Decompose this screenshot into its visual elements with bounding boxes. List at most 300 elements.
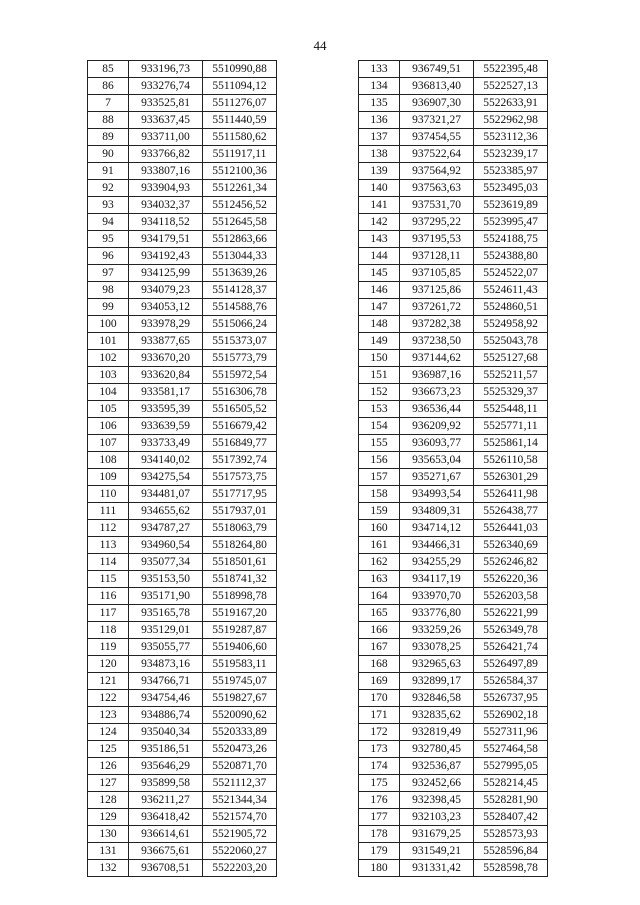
x-coordinate-cell: 933776,80 [400, 605, 474, 622]
table-row [359, 639, 548, 656]
x-coordinate-cell: 932536,87 [400, 758, 474, 775]
x-coordinate-cell: 937531,70 [400, 197, 474, 214]
table-row [359, 78, 548, 95]
y-coordinate-cell: 5525211,57 [474, 367, 548, 384]
y-coordinate-cell: 5515373,07 [203, 333, 277, 350]
table-row [88, 622, 277, 639]
y-coordinate-cell: 5519583,11 [203, 656, 277, 673]
x-coordinate-cell: 932452,66 [400, 775, 474, 792]
x-coordinate-cell: 933904,93 [129, 180, 203, 197]
table-row [88, 486, 277, 503]
point-number-cell: 122 [88, 690, 129, 707]
x-coordinate-cell: 934766,71 [129, 673, 203, 690]
table-row [88, 537, 277, 554]
point-number-cell: 112 [88, 520, 129, 537]
x-coordinate-cell: 937282,38 [400, 316, 474, 333]
x-coordinate-cell: 933637,45 [129, 112, 203, 129]
x-coordinate-cell: 932835,62 [400, 707, 474, 724]
y-coordinate-cell: 5525861,14 [474, 435, 548, 452]
point-number-cell: 103 [88, 367, 129, 384]
x-coordinate-cell: 933525,81 [129, 95, 203, 112]
point-number-cell: 175 [359, 775, 400, 792]
table-row [88, 639, 277, 656]
x-coordinate-cell: 935271,67 [400, 469, 474, 486]
point-number-cell: 109 [88, 469, 129, 486]
x-coordinate-cell: 932398,45 [400, 792, 474, 809]
point-number-cell: 132 [88, 860, 129, 877]
point-number-cell: 107 [88, 435, 129, 452]
x-coordinate-cell: 933581,17 [129, 384, 203, 401]
point-number-cell: 170 [359, 690, 400, 707]
table-row [88, 367, 277, 384]
y-coordinate-cell: 5526340,69 [474, 537, 548, 554]
y-coordinate-cell: 5524188,75 [474, 231, 548, 248]
x-coordinate-cell: 935055,77 [129, 639, 203, 656]
table-row [88, 299, 277, 316]
x-coordinate-cell: 936418,42 [129, 809, 203, 826]
x-coordinate-cell: 936209,92 [400, 418, 474, 435]
y-coordinate-cell: 5515066,24 [203, 316, 277, 333]
y-coordinate-cell: 5524388,80 [474, 248, 548, 265]
point-number-cell: 159 [359, 503, 400, 520]
table-row [359, 384, 548, 401]
x-coordinate-cell: 932819,49 [400, 724, 474, 741]
table-row [359, 401, 548, 418]
x-coordinate-cell: 934032,37 [129, 197, 203, 214]
y-coordinate-cell: 5528596,84 [474, 843, 548, 860]
y-coordinate-cell: 5526441,03 [474, 520, 548, 537]
y-coordinate-cell: 5526902,18 [474, 707, 548, 724]
table-row [359, 452, 548, 469]
x-coordinate-cell: 935165,78 [129, 605, 203, 622]
x-coordinate-cell: 934873,16 [129, 656, 203, 673]
point-number-cell: 134 [359, 78, 400, 95]
table-row [88, 469, 277, 486]
point-number-cell: 142 [359, 214, 400, 231]
x-coordinate-cell: 936708,51 [129, 860, 203, 877]
y-coordinate-cell: 5520090,62 [203, 707, 277, 724]
y-coordinate-cell: 5519827,67 [203, 690, 277, 707]
table-row [359, 180, 548, 197]
table-row [359, 520, 548, 537]
y-coordinate-cell: 5526203,58 [474, 588, 548, 605]
y-coordinate-cell: 5527995,05 [474, 758, 548, 775]
x-coordinate-cell: 936749,51 [400, 61, 474, 78]
point-number-cell: 164 [359, 588, 400, 605]
y-coordinate-cell: 5517717,95 [203, 486, 277, 503]
table-row [88, 265, 277, 282]
point-number-cell: 163 [359, 571, 400, 588]
point-number-cell: 135 [359, 95, 400, 112]
table-row [359, 61, 548, 78]
table-row [88, 78, 277, 95]
point-number-cell: 150 [359, 350, 400, 367]
point-number-cell: 115 [88, 571, 129, 588]
x-coordinate-cell: 931679,25 [400, 826, 474, 843]
table-row [359, 741, 548, 758]
x-coordinate-cell: 937125,86 [400, 282, 474, 299]
point-number-cell: 153 [359, 401, 400, 418]
y-coordinate-cell: 5526301,29 [474, 469, 548, 486]
x-coordinate-cell: 933978,29 [129, 316, 203, 333]
y-coordinate-cell: 5521574,70 [203, 809, 277, 826]
x-coordinate-cell: 934787,27 [129, 520, 203, 537]
x-coordinate-cell: 933259,26 [400, 622, 474, 639]
x-coordinate-cell: 936211,27 [129, 792, 203, 809]
table-row [359, 282, 548, 299]
point-number-cell: 86 [88, 78, 129, 95]
x-coordinate-cell: 934179,51 [129, 231, 203, 248]
y-coordinate-cell: 5527464,58 [474, 741, 548, 758]
point-number-cell: 101 [88, 333, 129, 350]
table-row [88, 656, 277, 673]
table-row [359, 112, 548, 129]
table-row [88, 588, 277, 605]
point-number-cell: 127 [88, 775, 129, 792]
x-coordinate-cell: 934079,23 [129, 282, 203, 299]
table-row [359, 418, 548, 435]
x-coordinate-cell: 937195,53 [400, 231, 474, 248]
point-number-cell: 124 [88, 724, 129, 741]
point-number-cell: 126 [88, 758, 129, 775]
y-coordinate-cell: 5516306,78 [203, 384, 277, 401]
point-number-cell: 146 [359, 282, 400, 299]
table-row [88, 435, 277, 452]
point-number-cell: 119 [88, 639, 129, 656]
x-coordinate-cell: 934809,31 [400, 503, 474, 520]
x-coordinate-cell: 937105,85 [400, 265, 474, 282]
point-number-cell: 139 [359, 163, 400, 180]
table-row [359, 350, 548, 367]
table-row [359, 605, 548, 622]
point-number-cell: 152 [359, 384, 400, 401]
y-coordinate-cell: 5525771,11 [474, 418, 548, 435]
y-coordinate-cell: 5516849,77 [203, 435, 277, 452]
table-row [88, 248, 277, 265]
y-coordinate-cell: 5516679,42 [203, 418, 277, 435]
point-number-cell: 118 [88, 622, 129, 639]
point-number-cell: 91 [88, 163, 129, 180]
x-coordinate-cell: 937238,50 [400, 333, 474, 350]
table-row [359, 860, 548, 877]
point-number-cell: 104 [88, 384, 129, 401]
x-coordinate-cell: 935171,90 [129, 588, 203, 605]
y-coordinate-cell: 5524522,07 [474, 265, 548, 282]
x-coordinate-cell: 937321,27 [400, 112, 474, 129]
x-coordinate-cell: 936907,30 [400, 95, 474, 112]
point-number-cell: 174 [359, 758, 400, 775]
x-coordinate-cell: 937295,22 [400, 214, 474, 231]
point-number-cell: 177 [359, 809, 400, 826]
point-number-cell: 141 [359, 197, 400, 214]
y-coordinate-cell: 5518063,79 [203, 520, 277, 537]
table-row [88, 418, 277, 435]
point-number-cell: 165 [359, 605, 400, 622]
point-number-cell: 138 [359, 146, 400, 163]
y-coordinate-cell: 5524860,51 [474, 299, 548, 316]
point-number-cell: 100 [88, 316, 129, 333]
y-coordinate-cell: 5522527,13 [474, 78, 548, 95]
table-row [88, 571, 277, 588]
table-row [359, 231, 548, 248]
table-row [88, 112, 277, 129]
point-number-cell: 131 [88, 843, 129, 860]
x-coordinate-cell: 933196,73 [129, 61, 203, 78]
y-coordinate-cell: 5528281,90 [474, 792, 548, 809]
point-number-cell: 167 [359, 639, 400, 656]
point-number-cell: 137 [359, 129, 400, 146]
table-row [359, 333, 548, 350]
point-number-cell: 105 [88, 401, 129, 418]
table-row [88, 792, 277, 809]
y-coordinate-cell: 5526349,78 [474, 622, 548, 639]
y-coordinate-cell: 5512261,34 [203, 180, 277, 197]
y-coordinate-cell: 5526438,77 [474, 503, 548, 520]
y-coordinate-cell: 5513639,26 [203, 265, 277, 282]
y-coordinate-cell: 5526584,37 [474, 673, 548, 690]
table-row [88, 724, 277, 741]
table-row [88, 95, 277, 112]
point-number-cell: 145 [359, 265, 400, 282]
y-coordinate-cell: 5519745,07 [203, 673, 277, 690]
x-coordinate-cell: 934118,52 [129, 214, 203, 231]
table-row [359, 95, 548, 112]
x-coordinate-cell: 936673,23 [400, 384, 474, 401]
table-row [88, 401, 277, 418]
table-row [88, 214, 277, 231]
point-number-cell: 113 [88, 537, 129, 554]
table-row [359, 469, 548, 486]
x-coordinate-cell: 937454,55 [400, 129, 474, 146]
point-number-cell: 168 [359, 656, 400, 673]
y-coordinate-cell: 5518741,32 [203, 571, 277, 588]
y-coordinate-cell: 5517392,74 [203, 452, 277, 469]
y-coordinate-cell: 5521344,34 [203, 792, 277, 809]
table-row [88, 503, 277, 520]
y-coordinate-cell: 5522962,98 [474, 112, 548, 129]
x-coordinate-cell: 933970,70 [400, 588, 474, 605]
x-coordinate-cell: 932899,17 [400, 673, 474, 690]
x-coordinate-cell: 933078,25 [400, 639, 474, 656]
point-number-cell: 180 [359, 860, 400, 877]
y-coordinate-cell: 5512456,52 [203, 197, 277, 214]
point-number-cell: 116 [88, 588, 129, 605]
y-coordinate-cell: 5520871,70 [203, 758, 277, 775]
point-number-cell: 133 [359, 61, 400, 78]
y-coordinate-cell: 5522395,48 [474, 61, 548, 78]
table-row [359, 129, 548, 146]
table-row [88, 333, 277, 350]
x-coordinate-cell: 933766,82 [129, 146, 203, 163]
point-number-cell: 130 [88, 826, 129, 843]
x-coordinate-cell: 931331,42 [400, 860, 474, 877]
table-row [88, 860, 277, 877]
y-coordinate-cell: 5523112,36 [474, 129, 548, 146]
table-row [88, 690, 277, 707]
table-row [88, 741, 277, 758]
y-coordinate-cell: 5516505,52 [203, 401, 277, 418]
y-coordinate-cell: 5523995,47 [474, 214, 548, 231]
y-coordinate-cell: 5511094,12 [203, 78, 277, 95]
y-coordinate-cell: 5528573,93 [474, 826, 548, 843]
x-coordinate-cell: 933877,65 [129, 333, 203, 350]
y-coordinate-cell: 5526110,58 [474, 452, 548, 469]
y-coordinate-cell: 5528407,42 [474, 809, 548, 826]
table-row [359, 707, 548, 724]
x-coordinate-cell: 931549,21 [400, 843, 474, 860]
y-coordinate-cell: 5526220,36 [474, 571, 548, 588]
point-number-cell: 178 [359, 826, 400, 843]
x-coordinate-cell: 934655,62 [129, 503, 203, 520]
table-row [359, 758, 548, 775]
x-coordinate-cell: 937563,63 [400, 180, 474, 197]
x-coordinate-cell: 935653,04 [400, 452, 474, 469]
table-row [88, 282, 277, 299]
table-row [88, 809, 277, 826]
table-row [359, 248, 548, 265]
table-row [359, 571, 548, 588]
x-coordinate-cell: 934714,12 [400, 520, 474, 537]
table-row [88, 231, 277, 248]
table-row [359, 146, 548, 163]
point-number-cell: 169 [359, 673, 400, 690]
x-coordinate-cell: 935077,34 [129, 554, 203, 571]
table-row [359, 724, 548, 741]
table-row [359, 503, 548, 520]
point-number-cell: 156 [359, 452, 400, 469]
table-row [88, 605, 277, 622]
x-coordinate-cell: 934754,46 [129, 690, 203, 707]
y-coordinate-cell: 5526497,89 [474, 656, 548, 673]
table-row [88, 316, 277, 333]
table-row [88, 452, 277, 469]
point-number-cell: 151 [359, 367, 400, 384]
y-coordinate-cell: 5513044,33 [203, 248, 277, 265]
x-coordinate-cell: 937144,62 [400, 350, 474, 367]
table-row [359, 843, 548, 860]
y-coordinate-cell: 5526411,98 [474, 486, 548, 503]
x-coordinate-cell: 934993,54 [400, 486, 474, 503]
table-row [359, 197, 548, 214]
y-coordinate-cell: 5511917,11 [203, 146, 277, 163]
y-coordinate-cell: 5522060,27 [203, 843, 277, 860]
x-coordinate-cell: 934481,07 [129, 486, 203, 503]
y-coordinate-cell: 5528598,78 [474, 860, 548, 877]
table-row [359, 554, 548, 571]
y-coordinate-cell: 5528214,45 [474, 775, 548, 792]
point-number-cell: 7 [88, 95, 129, 112]
table-row [88, 554, 277, 571]
y-coordinate-cell: 5526221,99 [474, 605, 548, 622]
point-number-cell: 161 [359, 537, 400, 554]
x-coordinate-cell: 932780,45 [400, 741, 474, 758]
point-number-cell: 106 [88, 418, 129, 435]
y-coordinate-cell: 5523495,03 [474, 180, 548, 197]
point-number-cell: 140 [359, 180, 400, 197]
point-number-cell: 110 [88, 486, 129, 503]
table-row [88, 146, 277, 163]
y-coordinate-cell: 5523239,17 [474, 146, 548, 163]
table-row [88, 61, 277, 78]
point-number-cell: 172 [359, 724, 400, 741]
point-number-cell: 123 [88, 707, 129, 724]
table-row [359, 537, 548, 554]
point-number-cell: 179 [359, 843, 400, 860]
x-coordinate-cell: 935186,51 [129, 741, 203, 758]
point-number-cell: 120 [88, 656, 129, 673]
y-coordinate-cell: 5515972,54 [203, 367, 277, 384]
table-row [88, 707, 277, 724]
y-coordinate-cell: 5519167,20 [203, 605, 277, 622]
y-coordinate-cell: 5525448,11 [474, 401, 548, 418]
point-number-cell: 155 [359, 435, 400, 452]
table-row [88, 384, 277, 401]
y-coordinate-cell: 5515773,79 [203, 350, 277, 367]
x-coordinate-cell: 934192,43 [129, 248, 203, 265]
x-coordinate-cell: 934466,31 [400, 537, 474, 554]
table-row [359, 316, 548, 333]
x-coordinate-cell: 932965,63 [400, 656, 474, 673]
table-row [359, 265, 548, 282]
x-coordinate-cell: 933620,84 [129, 367, 203, 384]
y-coordinate-cell: 5512100,36 [203, 163, 277, 180]
y-coordinate-cell: 5525127,68 [474, 350, 548, 367]
point-number-cell: 88 [88, 112, 129, 129]
point-number-cell: 102 [88, 350, 129, 367]
page-number: 44 [313, 38, 327, 53]
table-row [88, 826, 277, 843]
point-number-cell: 176 [359, 792, 400, 809]
point-number-cell: 157 [359, 469, 400, 486]
point-number-cell: 158 [359, 486, 400, 503]
point-number-cell: 99 [88, 299, 129, 316]
x-coordinate-cell: 936813,40 [400, 78, 474, 95]
point-number-cell: 129 [88, 809, 129, 826]
y-coordinate-cell: 5521112,37 [203, 775, 277, 792]
y-coordinate-cell: 5524611,43 [474, 282, 548, 299]
table-row [359, 690, 548, 707]
coordinates-table-right [358, 60, 548, 877]
x-coordinate-cell: 936675,61 [129, 843, 203, 860]
point-number-cell: 160 [359, 520, 400, 537]
y-coordinate-cell: 5521905,72 [203, 826, 277, 843]
y-coordinate-cell: 5523385,97 [474, 163, 548, 180]
point-number-cell: 111 [88, 503, 129, 520]
x-coordinate-cell: 937564,92 [400, 163, 474, 180]
x-coordinate-cell: 935040,34 [129, 724, 203, 741]
table-row [88, 163, 277, 180]
table-row [88, 843, 277, 860]
x-coordinate-cell: 936093,77 [400, 435, 474, 452]
y-coordinate-cell: 5526246,82 [474, 554, 548, 571]
x-coordinate-cell: 936614,61 [129, 826, 203, 843]
y-coordinate-cell: 5526737,95 [474, 690, 548, 707]
point-number-cell: 171 [359, 707, 400, 724]
table-row [359, 792, 548, 809]
table-row [359, 435, 548, 452]
table-row [359, 809, 548, 826]
point-number-cell: 166 [359, 622, 400, 639]
point-number-cell: 96 [88, 248, 129, 265]
y-coordinate-cell: 5512645,58 [203, 214, 277, 231]
x-coordinate-cell: 933595,39 [129, 401, 203, 418]
table-row [359, 486, 548, 503]
y-coordinate-cell: 5512863,66 [203, 231, 277, 248]
y-coordinate-cell: 5511440,59 [203, 112, 277, 129]
x-coordinate-cell: 937128,11 [400, 248, 474, 265]
point-number-cell: 149 [359, 333, 400, 350]
table-row [359, 299, 548, 316]
